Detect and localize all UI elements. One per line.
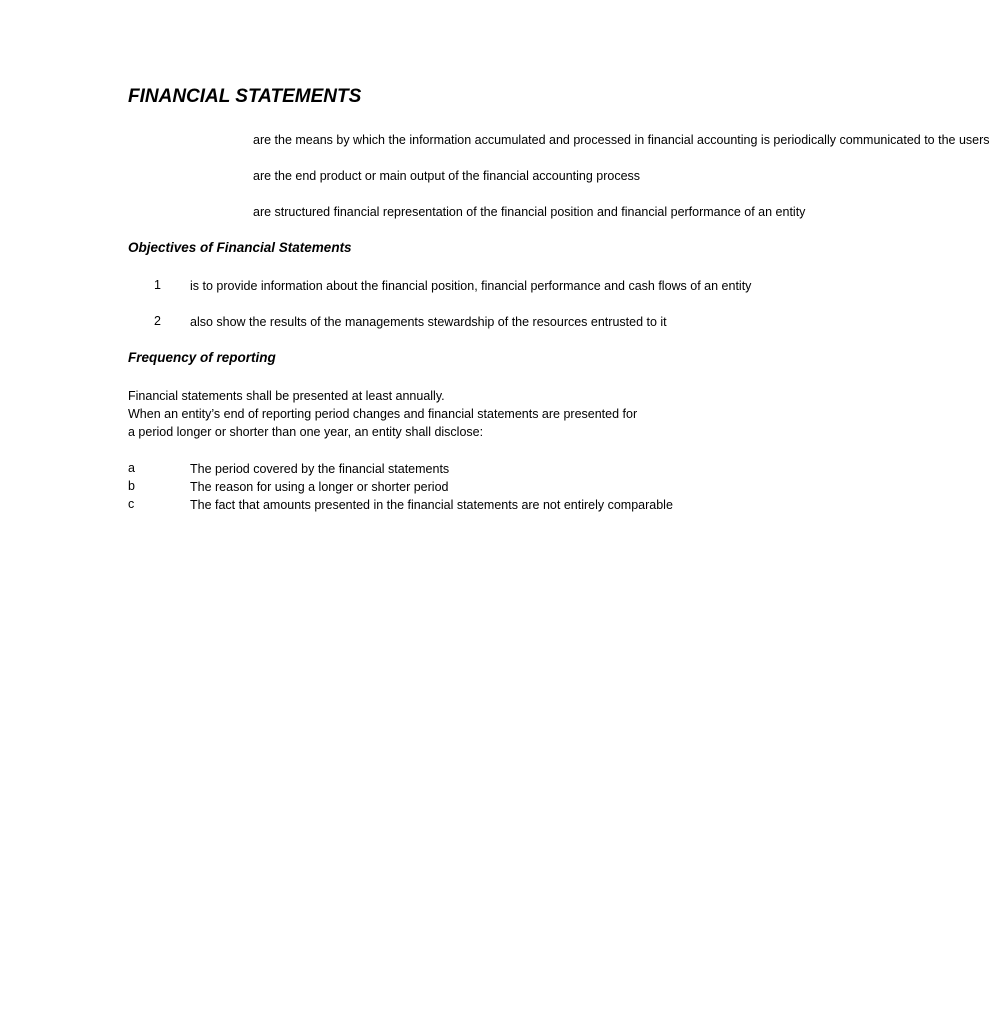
objective-text: is to provide information about the financial position, financial performance and cash flows of an entity <box>190 279 752 293</box>
list-item-letter: b <box>128 479 135 493</box>
objectives-heading: Objectives of Financial Statements <box>128 240 352 255</box>
objective-text: also show the results of the managements stewardship of the resources entrusted to it <box>190 315 667 329</box>
objective-number: 2 <box>154 314 161 328</box>
frequency-heading: Frequency of reporting <box>128 350 276 365</box>
list-item-letter: c <box>128 497 135 511</box>
objective-number: 1 <box>154 278 161 292</box>
paragraph-line: When an entity’s end of reporting period changes and financial statements are presented for <box>128 407 638 421</box>
list-item-text: The reason for using a longer or shorter period <box>190 480 449 494</box>
list-item-text: The period covered by the financial statements <box>190 462 450 476</box>
definition-line: are the means by which the information accumulated and processed in financial accounting is periodically communicated to the users <box>253 133 990 147</box>
paragraph-line: Financial statements shall be presented at least annually. <box>128 389 445 403</box>
page-title: FINANCIAL STATEMENTS <box>128 86 362 107</box>
definition-line: are the end product or main output of the financial accounting process <box>253 169 641 183</box>
definition-line: are structured financial representation of the financial position and financial performance of an entity <box>253 205 806 219</box>
list-item-letter: a <box>128 461 135 475</box>
paragraph-line: a period longer or shorter than one year, an entity shall disclose: <box>128 425 484 439</box>
list-item-text: The fact that amounts presented in the financial statements are not entirely comparable <box>190 498 673 512</box>
